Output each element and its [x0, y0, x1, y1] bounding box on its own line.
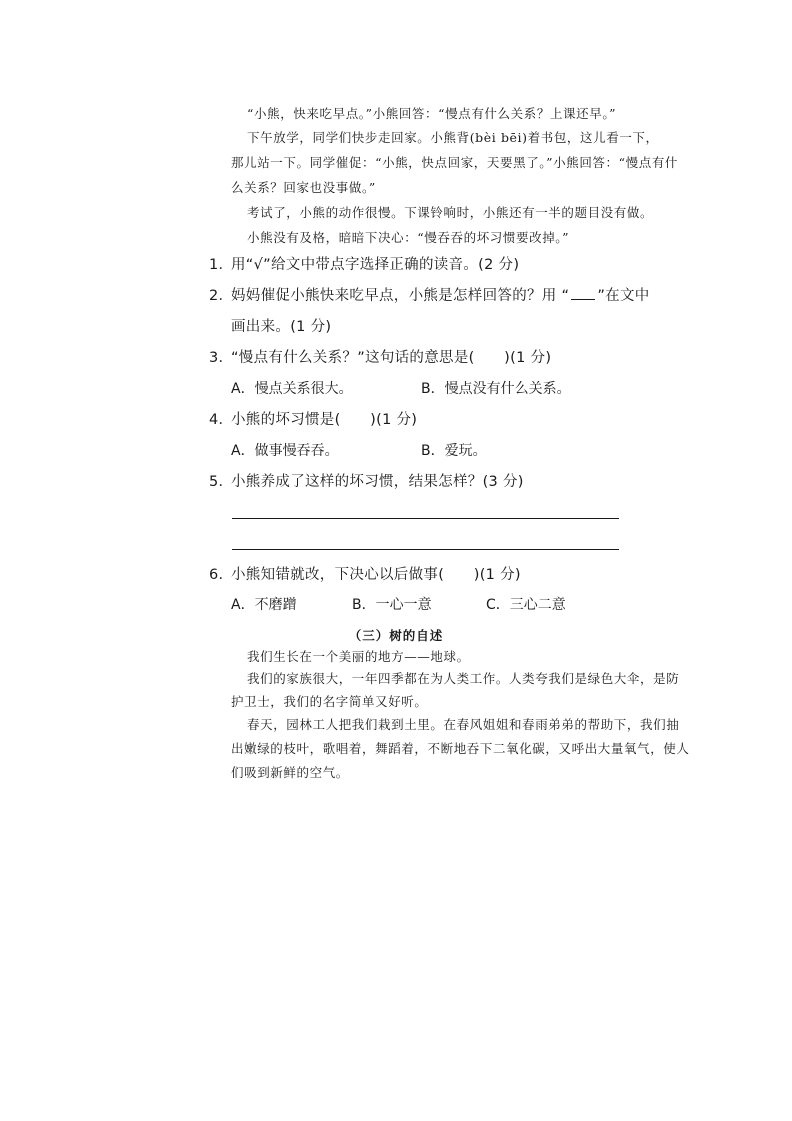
story-line-2: 下午放学，同学们快步走回家。小熊背(bèi bēi)着书包，这儿看一下，	[247, 130, 659, 145]
section-3-line-4: 春天，园林工人把我们栽到土里。在春风姐姐和春雨弟弟的帮助下，我们抽	[247, 717, 680, 732]
question-3-option-a[interactable]: A．慢点关系很大。	[231, 381, 353, 397]
question-3-number: 3．	[209, 350, 234, 366]
question-6-text: 小熊知错就改，下决心以后做事( )(1 分)	[231, 567, 521, 583]
section-3-line-5: 出嫩绿的枝叶，歌唱着，舞蹈着，不断地吞下二氧化碳，又呼出大量氧气，使人	[231, 741, 690, 756]
section-3-line-6: 们吸到新鲜的空气。	[231, 765, 349, 780]
question-3	[209, 349, 551, 367]
question-3-text: “慢点有什么关系？”这句话的意思是( )(1 分)	[231, 350, 552, 366]
question-1-text: 用“√”给文中带点字选择正确的读音。(2 分)	[231, 257, 520, 273]
question-2	[209, 287, 650, 305]
question-4-text: 小熊的坏习惯是( )(1 分)	[231, 412, 418, 428]
question-4-option-a[interactable]: A．做事慢吞吞。	[231, 443, 339, 459]
question-6-number: 6．	[209, 567, 234, 583]
story-line-5: 考试了，小熊的动作很慢。下课铃响时，小熊还有一半的题目没有做。	[247, 205, 654, 220]
question-6-option-b[interactable]: B．一心一意	[352, 597, 432, 613]
question-3-option-b[interactable]: B．慢点没有什么关系。	[421, 381, 571, 397]
story-line-6: 小熊没有及格，暗暗下决心：“慢吞吞的坏习惯要改掉。”	[247, 230, 570, 245]
question-2-text-b: ”在文中	[597, 288, 650, 304]
question-2-number: 2．	[209, 288, 234, 304]
story-line-1: “小熊，快来吃早点。”小熊回答：“慢点有什么关系？上课还早。”	[247, 106, 617, 121]
section-3-line-1: 我们生长在一个美丽的地方——地球。	[247, 649, 470, 664]
question-6	[209, 566, 521, 584]
question-6-option-a[interactable]: A．不磨蹭	[231, 597, 297, 613]
question-4-number: 4．	[209, 412, 234, 428]
answer-line-2[interactable]	[232, 549, 619, 550]
question-5-text: 小熊养成了这样的坏习惯，结果怎样？(3 分)	[231, 474, 524, 490]
question-4-option-b[interactable]: B．爱玩。	[421, 443, 487, 459]
question-1-number: 1．	[209, 257, 234, 273]
question-2-text-a: 妈妈催促小熊快来吃早点，小熊是怎样回答的？用 “	[231, 288, 570, 304]
underline-mark	[571, 287, 595, 300]
section-3-line-3: 护卫士，我们的名字简单又好听。	[231, 694, 428, 709]
question-2-continuation: 画出来。(1 分)	[231, 319, 332, 335]
story-line-3: 那儿站一下。同学催促：“小熊，快点回家，天要黑了。”小熊回答：“慢点有什	[231, 155, 679, 170]
answer-line-1[interactable]	[232, 518, 619, 519]
question-5	[209, 473, 524, 491]
question-1	[209, 256, 519, 274]
section-3-title: （三）树的自述	[348, 628, 444, 643]
question-4	[209, 411, 417, 429]
question-6-option-c[interactable]: C．三心二意	[486, 597, 566, 613]
question-5-number: 5．	[209, 474, 234, 490]
story-line-4: 么关系？回家也没事做。”	[231, 180, 376, 195]
section-3-line-2: 我们的家族很大，一年四季都在为人类工作。人类夸我们是绿色大伞，是防	[247, 671, 680, 686]
